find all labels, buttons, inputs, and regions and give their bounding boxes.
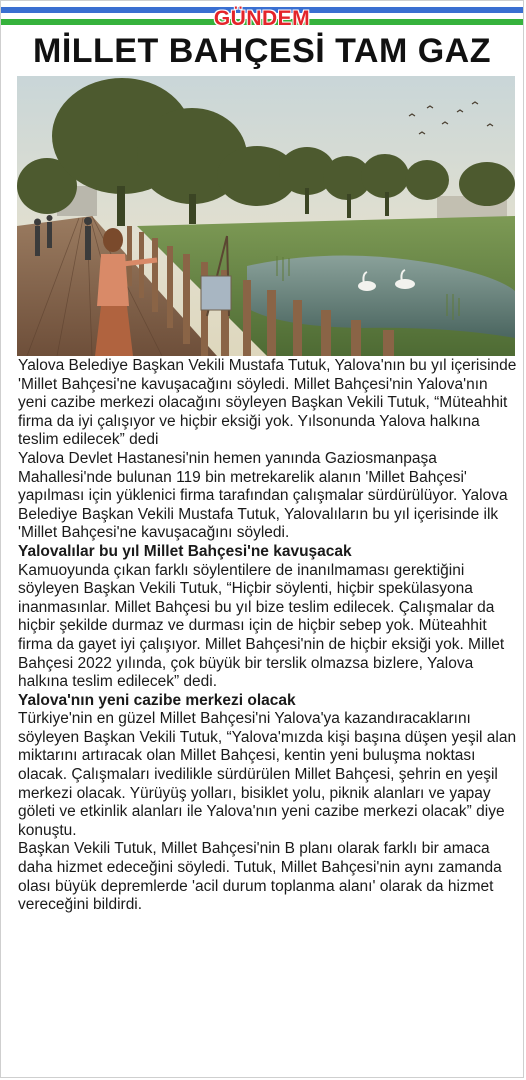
- article-body: [18, 357, 518, 915]
- paragraph-5: Başkan Vekili Tutuk, Millet Bahçesi'nin B planı olarak farklı bir amaca daha hizmet edeceğini söyledi. Tutuk, Millet Bahçesi'nin aynı zamanda olası büyük depremlerde 'acil durum toplanma alanı' olarak da hizmet vereceğini bildirdi.: [18, 840, 502, 914]
- park-rendering-photo: [17, 76, 515, 356]
- paragraph-3: Kamuoyunda çıkan farklı söylentilere de inanılmaması gerektiğini söyleyen Başkan Vekili Tutuk, “Hiçbir söylenti, hiçbir spekülasyona inanmasınlar. Millet Bahçesi bu yıl bize teslim edilecek. Çalışmalar da hiçbir şekilde durmaz ve durması için de hiçbir sebep yok. Müteahhit firma da gayet iyi çalışıyor. Millet Bahçesi'nin de hiçbir eksiği yok. Millet Bahçesi 2022 yılında, çok büyük bir terslik olmazsa bizlere, Yalova halkına teslim edilecek” dedi.: [18, 561, 505, 691]
- paragraph-4: Türkiye'nin en güzel Millet Bahçesi'ni Yalova'ya kazandıracaklarını söyleyen Başkan Vekili Tutuk, “Yalova'mızda kişi başına düşen yeşil alan miktarını artıracak olan Millet Bahçesi, kentin yeni buluşma noktası olacak. Çalışmaları ivedilikle sürdürülen Millet Bahçesi, şehrin en yeşil merkezi olacak. Yürüyüş yolları, bisiklet yolu, piknik alanları ve yapay göleti ve etkinlik alanları ile Yalova'nın yeni cazibe merkezi olacak” diye konuştu.: [18, 710, 517, 839]
- subheading-2: Yalova'nın yeni cazibe merkezi olacak: [18, 691, 296, 709]
- paragraph-2: Yalova Devlet Hastanesi'nin hemen yanında Gaziosmanpaşa Mahallesi'nde bulunan 119 bin metrekarelik alanın 'Millet Bahçesi' yapılması için yüklenici firma tarafından çalışmalar sürdürülüyor. Yalova Belediye Başkan Vekili Mustafa Tutuk, Yalovalıların bu yıl içerisinde ilk 'Millet Bahçesi'ne kavuşacağını söyledi.: [18, 449, 508, 542]
- subheading-1: Yalovalılar bu yıl Millet Bahçesi'ne kavuşacak: [18, 542, 352, 560]
- section-label: GÜNDEM: [213, 7, 311, 30]
- headline: MİLLET BAHÇESİ TAM GAZ: [33, 32, 491, 70]
- paragraph-1: Yalova Belediye Başkan Vekili Mustafa Tutuk, Yalova'nın bu yıl içerisinde 'Millet Bahçesi'ne kavuşacağını söyledi. Millet Bahçesi'nin Yalova'nın yeni cazibe merkezi olacağını söyleyen Başkan Vekili Tutuk, “Müteahhit firma da iyi çalışıyor ve hiçbir eksiği yok. Yılsonunda Yalova halkına teslim edilecek” dedi: [18, 357, 517, 449]
